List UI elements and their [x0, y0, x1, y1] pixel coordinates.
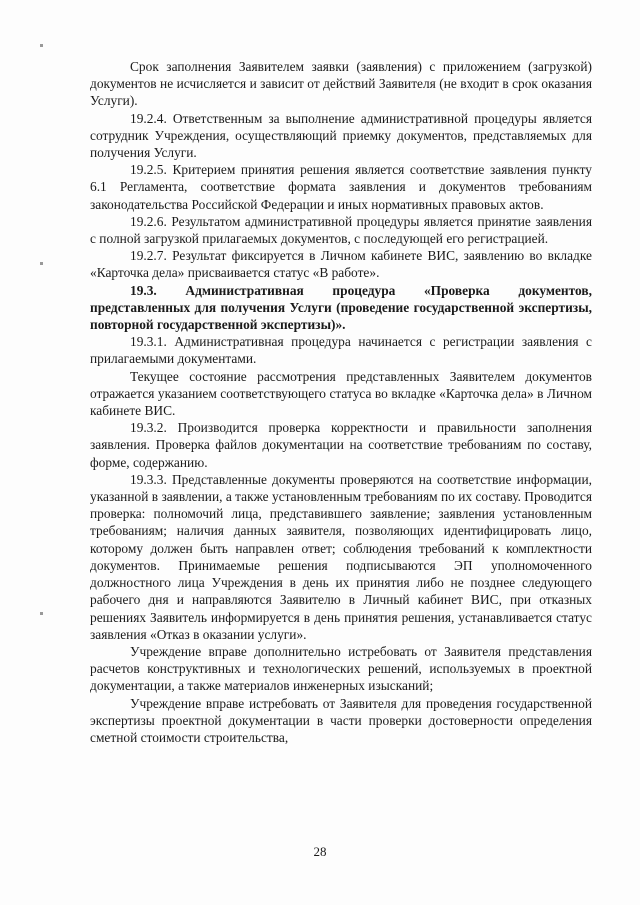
paragraph: Текущее состояние рассмотрения представленных Заявителем документов отражается указанием соответствующего статуса во вкладке «Карточка дела» в Личном кабинете ВИС. [90, 368, 592, 419]
paragraph: 19.3.2. Производится проверка корректности и правильности заполнения заявления. Проверка файлов документации на соответствие требованиям по составу, форме, содержанию. [90, 420, 592, 470]
paragraph: 19.2.4. Ответственным за выполнение административной процедуры является сотрудник Учреждения, осуществляющий приемку документов, представляемых для получения Услуги. [90, 110, 592, 161]
scan-speck [40, 44, 43, 47]
paragraph: 19.2.5. Критерием принятия решения является соответствие заявления пункту 6.1 Регламента, соответствие формата заявления и документов требованиям законодательства Российской Федерации и иных нормативных правовых актов. [90, 162, 592, 212]
paragraph: Учреждение вправе дополнительно истребовать от Заявителя представления расчетов конструктивных и технологических решений, используемых в проектной документации, а также материалов инженерных изысканий; [90, 643, 592, 694]
scan-speck [40, 262, 43, 265]
paragraph: 19.3.3. Представленные документы проверяются на соответствие информации, указанной в заявлении, а также установленным требованиям по их составу. Проводится проверка: полномочий лица, представившего заявление; заявления установленным требованиям; наличия данных заявителя, позволяющих идентифицировать лицо, которому должен быть направлен ответ; соблюдения требований к комплектности документов. Принимаемые решения подписываются ЭП уполномоченного должностного лица Учреждения в день их принятия либо не позднее следующего рабочего дня и направляются Заявителю в Личный кабинет ВИС, при отказных решениях Заявитель информируется в день принятия решения, устанавливается статус заявления «Отказ в оказании услуги». [90, 471, 592, 642]
page-number: 28 [313, 844, 327, 859]
scan-speck [40, 612, 43, 615]
paragraph: Учреждение вправе истребовать от Заявителя для проведения государственной экспертизы проектной документации в части проверки достоверности определения сметной стоимости строительства, [90, 695, 592, 745]
section-heading: 19.3. Административная процедура «Проверка документов, представленных для получения Услуги (проведение государственной экспертизы, повторной государственной экспертизы)». [90, 282, 592, 333]
paragraph: 19.3.1. Административная процедура начинается с регистрации заявления с прилагаемыми документами. [90, 334, 592, 367]
document-body [90, 58, 592, 746]
paragraph: Срок заполнения Заявителем заявки (заявления) с приложением (загрузкой) документов не исчисляется и зависит от действий Заявителя (не входит в срок оказания Услуги). [90, 59, 592, 109]
paragraph: 19.2.7. Результат фиксируется в Личном кабинете ВИС, заявлению во вкладке «Карточка дела» присваивается статус «В работе». [90, 248, 592, 281]
paragraph: 19.2.6. Результатом административной процедуры является принятие заявления с полной загрузкой прилагаемых документов, с последующей его регистрацией. [90, 213, 592, 247]
